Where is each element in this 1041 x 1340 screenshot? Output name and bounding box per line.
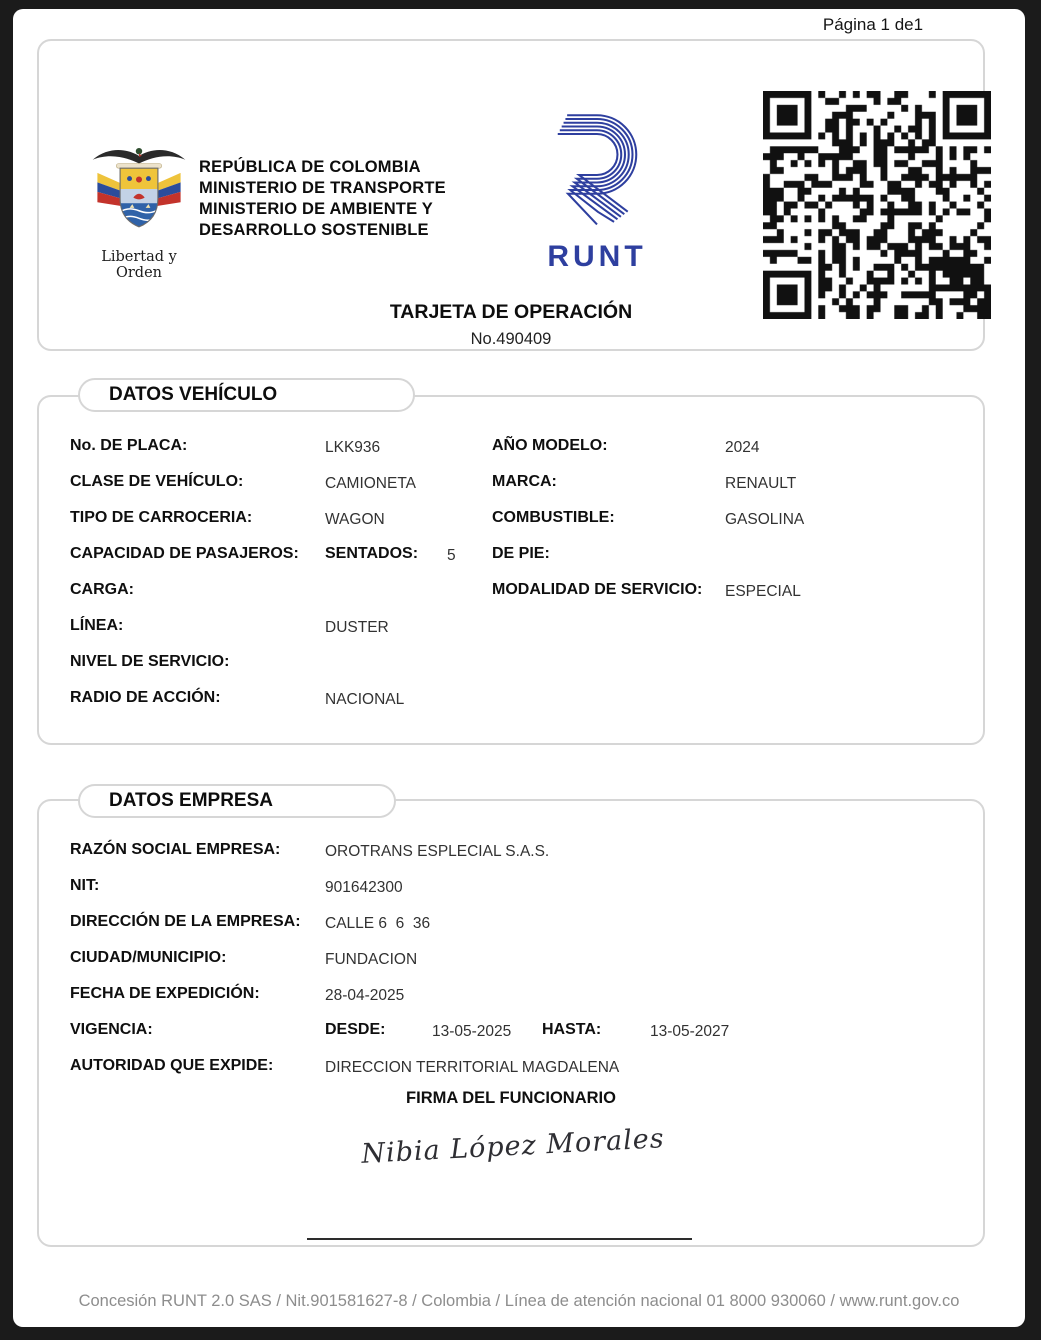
header-box: [37, 39, 985, 351]
radio-accion-label: RADIO DE ACCIÓN:: [70, 689, 221, 706]
row-carroceria: [70, 509, 967, 545]
row-capacidad: [70, 545, 967, 581]
official-signature: Nibia López Morales: [360, 1123, 666, 1170]
coat-motto: Libertad y Orden: [101, 249, 177, 281]
vehicle-section-title: DATOS VEHÍCULO: [78, 378, 415, 412]
row-autoridad: [70, 1057, 967, 1093]
row-nit: [70, 877, 967, 913]
de-pie-label: DE PIE:: [492, 545, 550, 562]
row-nivel: [70, 653, 967, 689]
qr-code: [763, 91, 991, 319]
modalidad-value: ESPECIAL: [725, 583, 801, 600]
desde-label: DESDE:: [325, 1021, 386, 1038]
sentados-label: SENTADOS:: [325, 545, 419, 562]
marca-value: RENAULT: [725, 475, 797, 492]
direccion-label: DIRECCIÓN DE LA EMPRESA:: [70, 913, 301, 930]
row-vigencia: [70, 1021, 967, 1057]
ministry-line: MINISTERIO DE TRANSPORTE: [199, 179, 446, 197]
combustible-value: GASOLINA: [725, 511, 805, 528]
capacidad-label: CAPACIDAD DE PASAJEROS:: [70, 545, 299, 562]
pagination-label: Página 1 de1: [822, 15, 924, 34]
row-direccion: [70, 913, 967, 949]
carga-label: CARGA:: [70, 581, 134, 598]
clase-value: CAMIONETA: [325, 475, 416, 492]
vigencia-label: VIGENCIA:: [70, 1021, 153, 1038]
hasta-value: 13-05-2027: [650, 1023, 730, 1040]
direccion-value: CALLE 6 6 36: [325, 915, 431, 932]
ministry-line: REPÚBLICA DE COLOMBIA: [199, 158, 421, 176]
hasta-label: HASTA:: [542, 1021, 602, 1038]
ministry-line: DESARROLLO SOSTENIBLE: [199, 221, 429, 239]
document-page: [13, 9, 1025, 1327]
ano-modelo-label: AÑO MODELO:: [492, 437, 608, 454]
nit-label: NIT:: [70, 877, 100, 894]
row-radio: [70, 689, 967, 725]
row-ciudad: [70, 949, 967, 985]
company-fields: [70, 841, 967, 1093]
razon-social-label: RAZÓN SOCIAL EMPRESA:: [70, 841, 281, 858]
fecha-expedicion-label: FECHA DE EXPEDICIÓN:: [70, 985, 260, 1002]
combustible-label: COMBUSTIBLE:: [492, 509, 615, 526]
row-razon-social: [70, 841, 967, 877]
fecha-expedicion-value: 28-04-2025: [325, 987, 405, 1004]
carroceria-label: TIPO DE CARROCERIA:: [70, 509, 253, 526]
runt-wordmark: RUNT: [547, 240, 647, 273]
nivel-servicio-label: NIVEL DE SERVICIO:: [70, 653, 230, 670]
ministry-line: MINISTERIO DE AMBIENTE Y: [199, 200, 433, 218]
row-linea: [70, 617, 967, 653]
signature-line: [307, 1238, 692, 1240]
ciudad-value: FUNDACION: [325, 951, 418, 968]
desde-value: 13-05-2025: [432, 1023, 512, 1040]
nit-value: 901642300: [325, 879, 403, 896]
radio-accion-value: NACIONAL: [325, 691, 405, 708]
sentados-value: 5: [447, 547, 456, 564]
marca-label: MARCA:: [492, 473, 557, 490]
placa-value: LKK936: [325, 439, 381, 456]
row-clase: [70, 473, 967, 509]
ano-modelo-value: 2024: [725, 439, 760, 456]
vehicle-section-box: [37, 395, 985, 745]
coat-of-arms: [83, 141, 195, 281]
clase-label: CLASE DE VEHÍCULO:: [70, 473, 244, 490]
company-section-title: DATOS EMPRESA: [78, 784, 396, 818]
carroceria-value: WAGON: [325, 511, 385, 528]
linea-value: DUSTER: [325, 619, 389, 636]
colombia-coat-of-arms-icon: [87, 141, 191, 237]
row-carga: [70, 581, 967, 617]
ciudad-label: CIUDAD/MUNICIPIO:: [70, 949, 227, 966]
firma-title: FIRMA DEL FUNCIONARIO: [406, 1089, 616, 1107]
razon-social-value: OROTRANS ESPLECIAL S.A.S.: [325, 843, 550, 860]
row-fecha-expedicion: [70, 985, 967, 1021]
autoridad-label: AUTORIDAD QUE EXPIDE:: [70, 1057, 274, 1074]
vehicle-fields: [70, 437, 967, 725]
runt-r-icon: [542, 105, 652, 233]
footer-text: Concesión RUNT 2.0 SAS / Nit.901581627-8 / Colombia / Línea de atención nacional 01 8000 930060 / www.runt.gov.co: [78, 1292, 960, 1310]
autoridad-value: DIRECCION TERRITORIAL MAGDALENA: [325, 1059, 620, 1076]
row-placa: [70, 437, 967, 473]
document-title: TARJETA DE OPERACIÓN: [389, 301, 633, 323]
ministry-text: [199, 157, 446, 241]
document-number: No.490409: [470, 330, 552, 348]
company-section-box: [37, 799, 985, 1247]
linea-label: LÍNEA:: [70, 617, 124, 634]
modalidad-label: MODALIDAD DE SERVICIO:: [492, 581, 703, 598]
runt-logo: [532, 105, 662, 274]
placa-label: No. DE PLACA:: [70, 437, 188, 454]
